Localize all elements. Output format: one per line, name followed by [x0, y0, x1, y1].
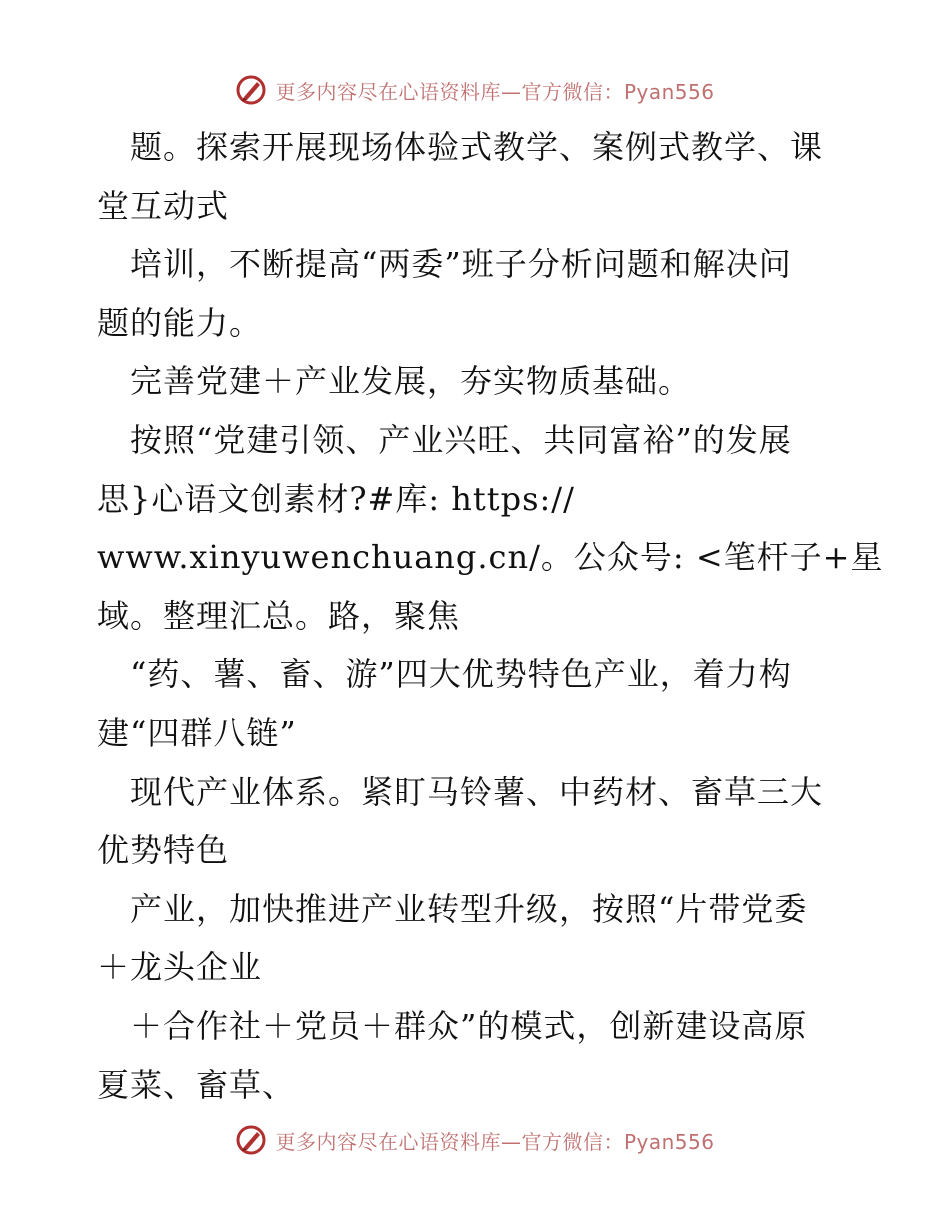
watermark-header: [0, 70, 950, 110]
watermark-text: 更多内容尽在心语资料库—官方微信：Pyan556: [275, 1129, 715, 1154]
text-line: 完善党建＋产业发展，夯实物质基础。: [97, 362, 692, 401]
document-body: [97, 118, 884, 1114]
text-line: 优势特色: [97, 831, 230, 870]
text-line: ＋合作社＋党员＋群众”的模式，创新建设高原: [97, 1006, 808, 1045]
text-line: 培训，不断提高“两委”班子分析问题和解决问: [97, 245, 792, 284]
text-line: 题。探索开展现场体验式教学、案例式教学、课: [97, 128, 824, 166]
pen-logo-icon: [235, 1124, 267, 1156]
watermark-footer: [0, 1120, 950, 1160]
text-line: 思}心语文创素材?#库: https://: [97, 479, 575, 518]
text-line: “药、薯、畜、游”四大优势特色产业，着力构: [97, 655, 792, 694]
text-line: 堂互动式: [97, 186, 230, 225]
text-line: 产业，加快推进产业转型升级，按照“片带党委: [97, 889, 808, 928]
text-line: ＋龙头企业: [97, 948, 263, 987]
text-line: www.xinyuwenchuang.cn/。公众号: <笔杆子+星: [97, 538, 884, 577]
pen-logo-icon: [235, 74, 267, 106]
text-line: 现代产业体系。紧盯马铃薯、中药材、畜草三大: [97, 772, 824, 811]
text-line: 题的能力。: [97, 303, 263, 342]
text-line: 域。整理汇总。路，聚焦: [97, 596, 461, 635]
text-line: 建“四群八链”: [97, 713, 297, 752]
text-line: 按照“党建引领、产业兴旺、共同富裕”的发展: [97, 420, 792, 459]
watermark-text: 更多内容尽在心语资料库—官方微信：Pyan556: [275, 79, 715, 104]
text-line: 夏菜、畜草、: [97, 1065, 296, 1104]
